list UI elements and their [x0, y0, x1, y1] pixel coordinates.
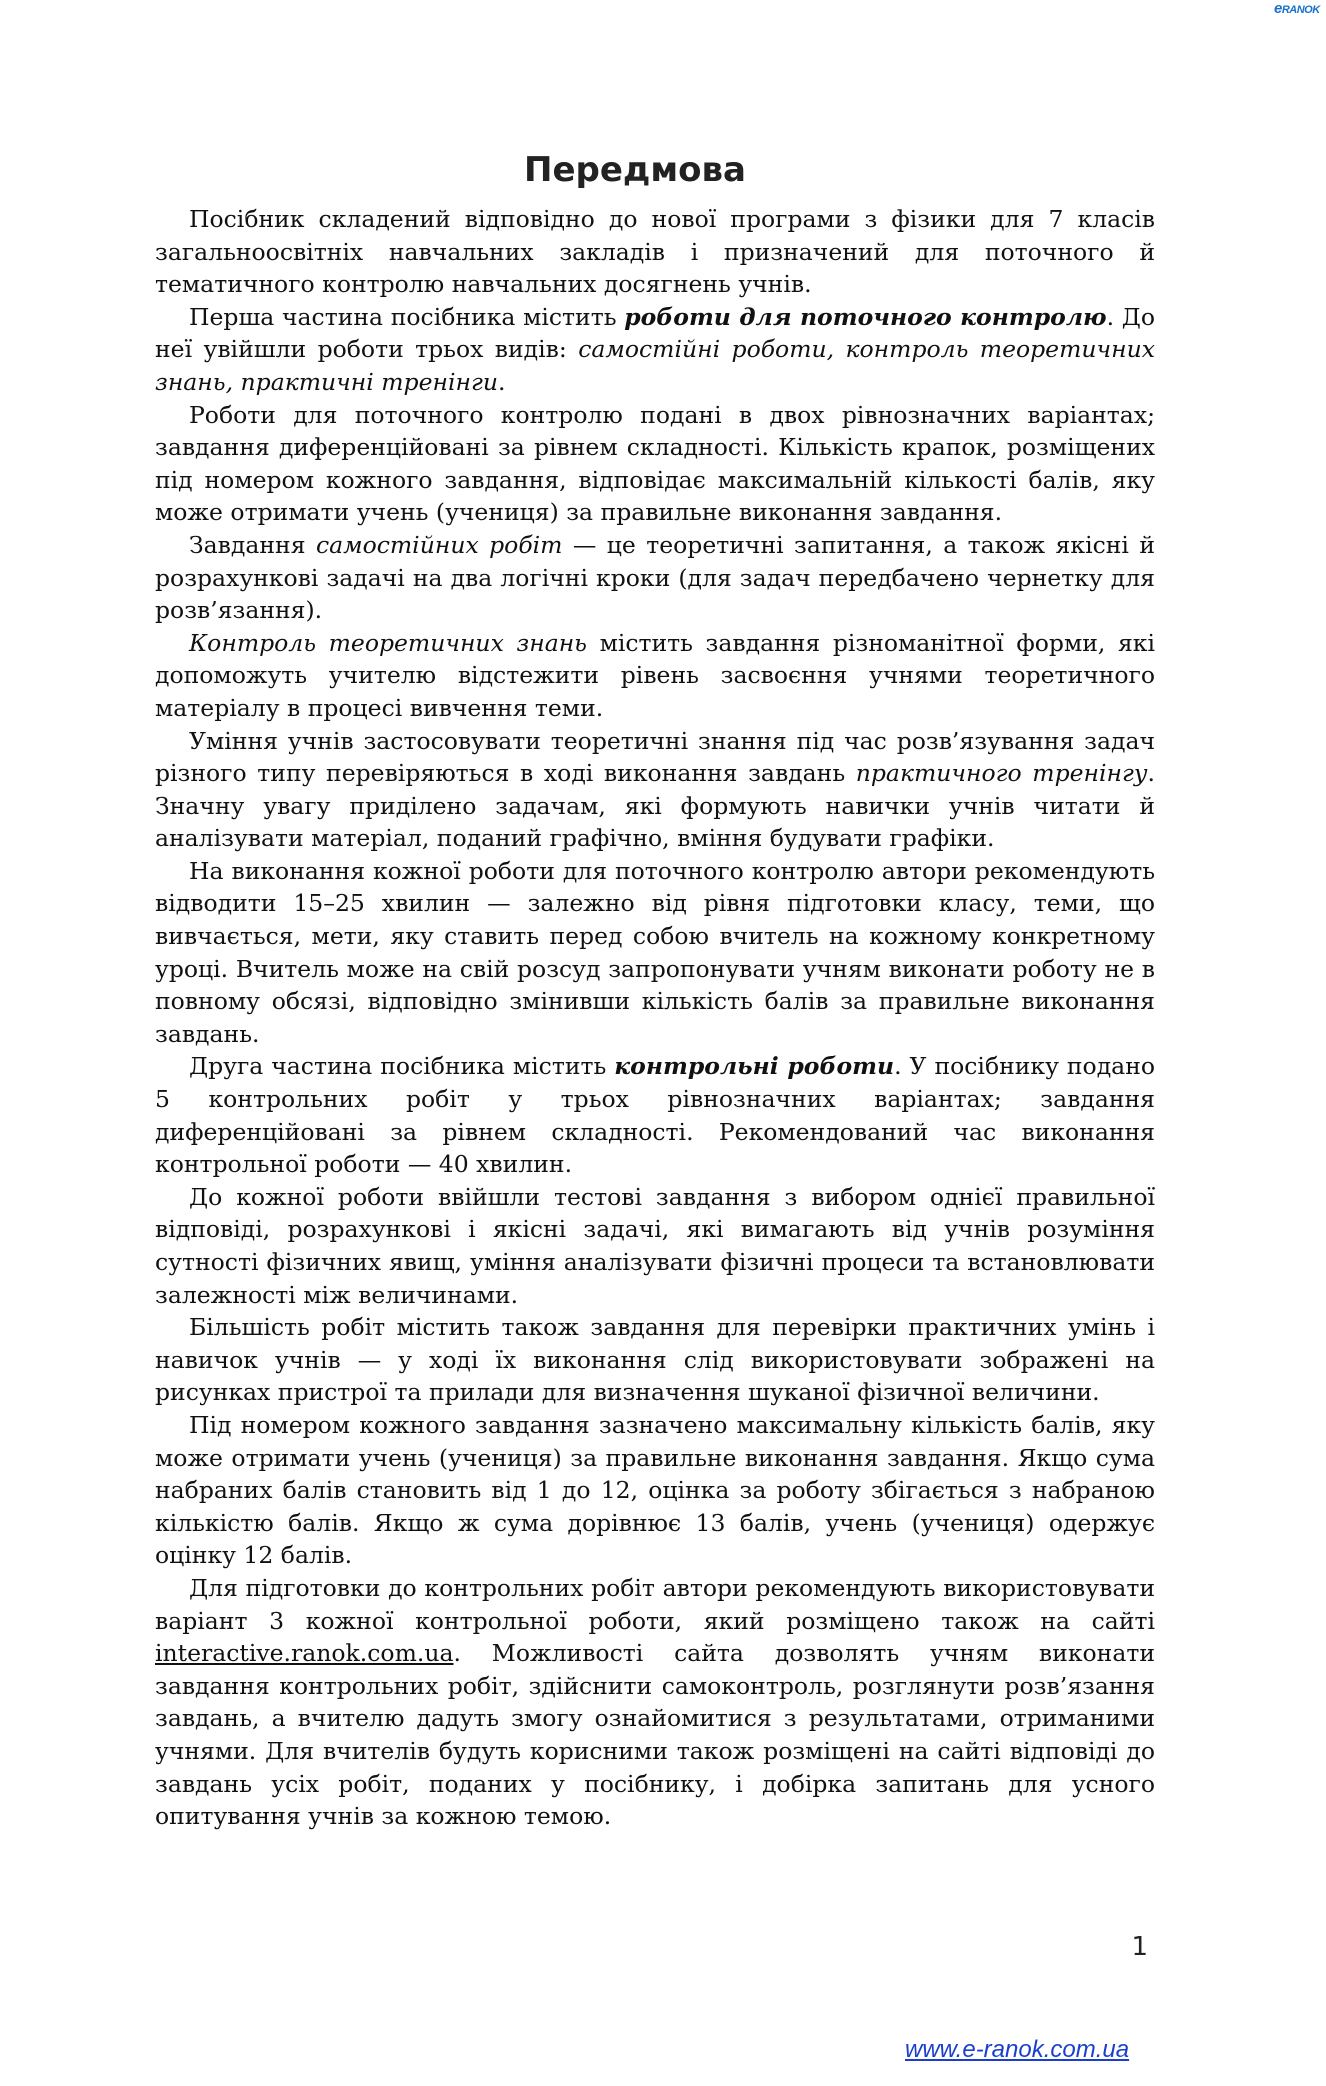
footer-site-link[interactable]: www.e-ranok.com.ua — [905, 2036, 1130, 2063]
paragraph-text: . До неї увійшли роботи трьох видів: — [155, 302, 1155, 364]
paragraph-text: Уміння учнів застосовувати теоретичні знання під час розв’язування задач різного типу перевіряються в ході виконання завдань — [155, 726, 1155, 788]
paragraph-text: . Значну увагу приділено задачам, які формують навички учнів читати й аналізувати матеріал, поданий графічно, вміння будувати графіки. — [155, 759, 1155, 853]
publisher-logo — [1274, 0, 1318, 18]
emphasis-text: контрольні роботи — [614, 1052, 895, 1081]
paragraph-text: Перша частина посібника містить — [189, 302, 625, 331]
site-link-inline[interactable]: interactive.ranok.com.ua — [155, 1639, 454, 1668]
preface-body — [155, 203, 1155, 1833]
emphasis-text: самостійні роботи, контроль теоретичних знань, практичні тренінги — [155, 335, 1155, 396]
paragraph-text: . — [497, 367, 506, 396]
paragraph — [155, 855, 1155, 1051]
paragraph — [155, 627, 1155, 725]
paragraph — [155, 1572, 1155, 1833]
paragraph-text: містить завдання різноманітної форми, які допоможуть учителю відстежити рівень засвоєння учнями теоретичного матеріалу в процесі вивчення теми. — [155, 628, 1155, 722]
page-number: 1 — [1131, 1932, 1148, 1962]
paragraph — [155, 1181, 1155, 1311]
paragraph-text: Друга частина посібника містить — [189, 1052, 615, 1081]
emphasis-text: роботи для поточного контролю — [624, 302, 1107, 331]
paragraph-text: . У посібнику подано 5 контрольних робіт у трьох рівнозначних варіантах; завдання диференційовані за рівнем складності. Рекомендований час виконання контрольної роботи — 40 хвилин. — [155, 1052, 1155, 1179]
paragraph-text: Більшість робіт містить також завдання для перевірки практичних умінь і навичок учнів — у ході їх виконання слід використовувати зображені на рисунках пристрої та прилади для визначення шуканої фізичної величини. — [155, 1313, 1155, 1407]
paragraph — [155, 1311, 1155, 1409]
logo-text: RANOK — [1281, 4, 1320, 16]
paragraph — [155, 203, 1155, 301]
paragraph-text: Завдання — [189, 530, 316, 559]
paragraph-text: . Можливості сайта дозволять учням виконати завдання контрольних робіт, здійснити самоконтроль, розглянути розв’язання завдань, а вчителю дадуть змогу ознайомитися з результатами, отриманими учнями. Для вчителів будуть корисними також розміщені на сайті відповіді до завдань усіх робіт, поданих у посібнику, і добірка запитань для усного опитування учнів за кожною темою. — [155, 1639, 1155, 1831]
emphasis-text: самостійних робіт — [315, 530, 563, 559]
paragraph — [155, 301, 1155, 399]
paragraph-text: На виконання кожної роботи для поточного контролю автори рекомендують відводити 15–25 хвилин — залежно від рівня підготовки класу, теми, що вивчається, мети, яку ставить перед собою вчитель на кожному конкретному уроці. Вчитель може на свій розсуд запропонувати учням виконати роботу не в повному обсязі, відповідно змінивши кількість балів за правильне виконання завдань. — [155, 856, 1155, 1048]
paragraph — [155, 1050, 1155, 1180]
paragraph — [155, 1409, 1155, 1572]
paragraph — [155, 529, 1155, 627]
paragraph-text: Роботи для поточного контролю подані в двох рівнозначних варіантах; завдання диференційовані за рівнем складності. Кількість крапок, розміщених під номером кожного завдання, відповідає максимальній кількості балів, яку може отримати учень (учениця) за правильне виконання завдання. — [155, 400, 1155, 527]
paragraph — [155, 399, 1155, 529]
paragraph-text: Для підготовки до контрольних робіт автори рекомендують використовувати варіант 3 кожної контрольної роботи, який розміщено також на сайті — [155, 1573, 1155, 1635]
paragraph-text: Під номером кожного завдання зазначено максимальну кількість балів, яку може отримати учень (учениця) за правильне виконання завдання. Якщо сума набраних балів становить від 1 до 12, оцінка за роботу збігається з набраною кількістю балів. Якщо ж сума дорівнює 13 балів, учень (учениця) одержує оцінку 12 балів. — [155, 1410, 1155, 1570]
emphasis-text: практичного тренінгу — [855, 759, 1148, 788]
paragraph-text: Посібник складений відповідно до нової програми з фізики для 7 класів загальноосвітніх навчальних закладів і призначений для поточного й тематичного контролю навчальних досягнень учнів. — [155, 205, 1155, 299]
page-title: Передмова — [524, 150, 746, 190]
emphasis-text: Контроль теоретичних знань — [189, 628, 587, 657]
paragraph — [155, 725, 1155, 855]
paragraph-text: — це теоретичні запитання, а також якісні й розрахункові задачі на два логічні кроки (для задач передбачено чернетку для розв’язання). — [155, 530, 1156, 625]
paragraph-text: До кожної роботи ввійшли тестові завдання з вибором однієї правильної відповіді, розрахункові і якісні задачі, які вимагають від учнів розуміння сутності фізичних явищ, уміння аналізувати фізичні процеси та встановлювати залежності між величинами. — [155, 1182, 1155, 1309]
logo-mark: e — [1274, 0, 1282, 17]
